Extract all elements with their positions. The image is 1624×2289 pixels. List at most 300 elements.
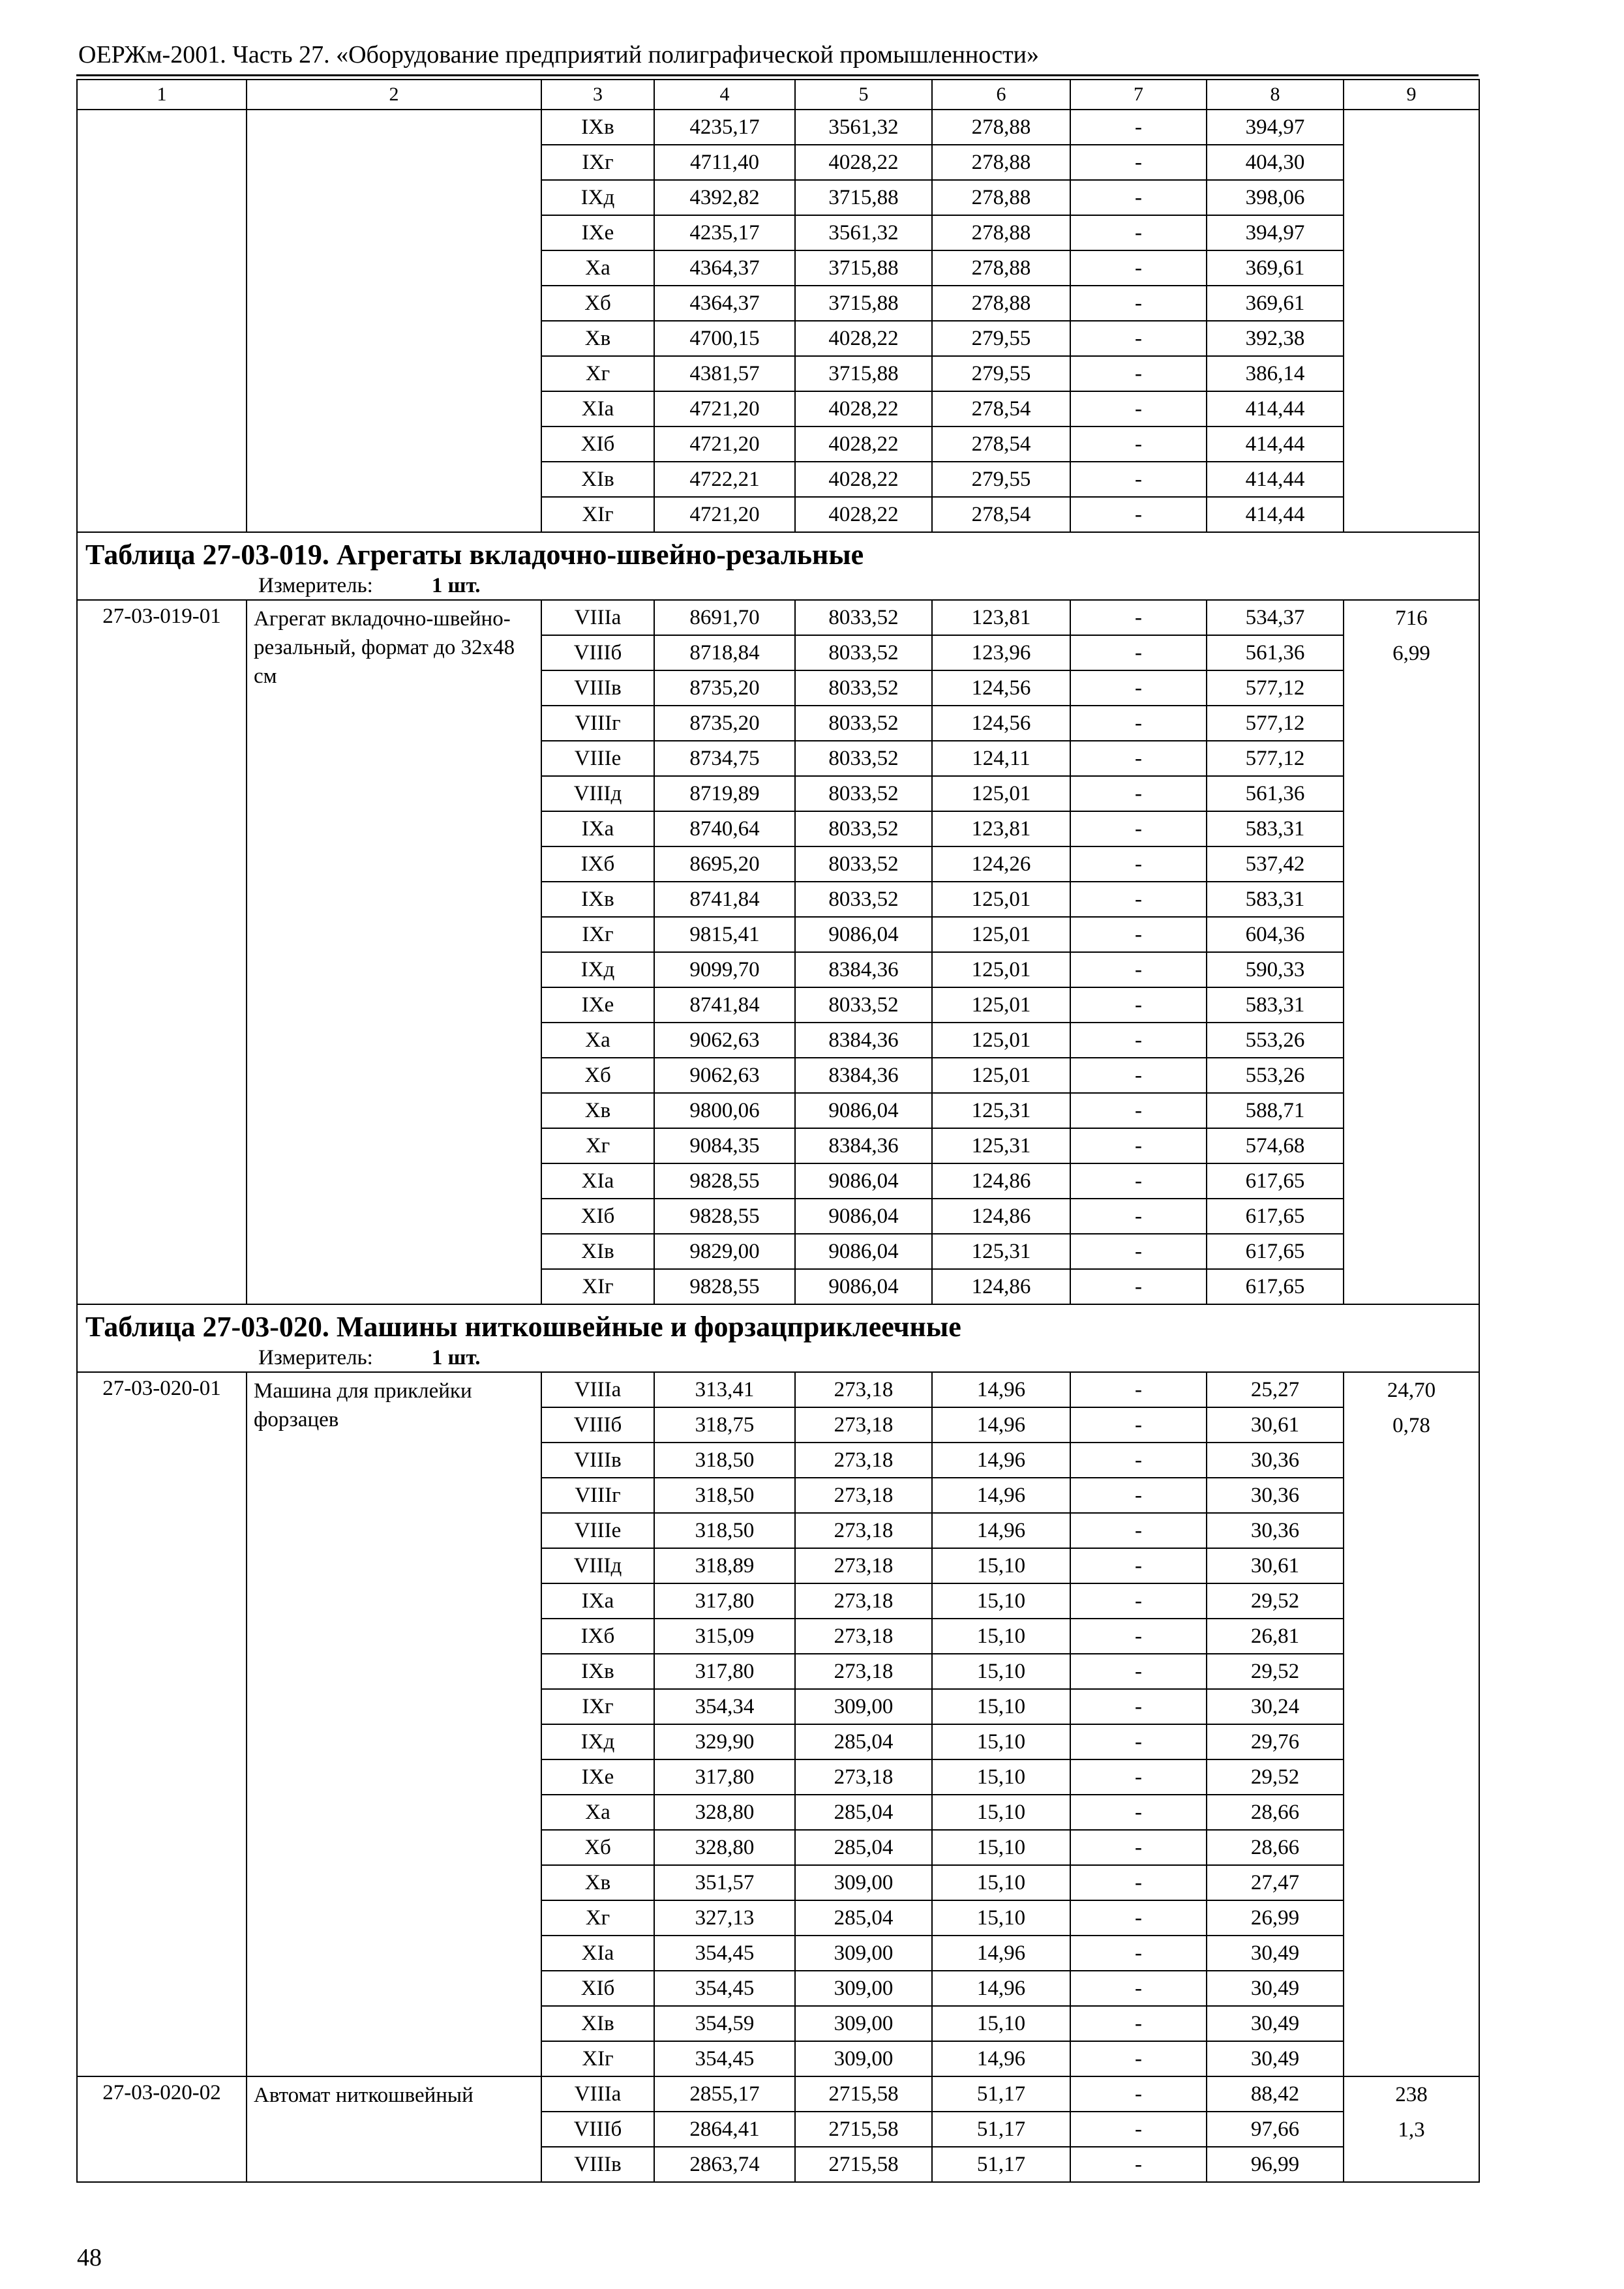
column-number: 4 — [654, 80, 795, 110]
value-cell: IXв — [541, 882, 654, 917]
value-cell: VIIIд — [541, 776, 654, 811]
col9-value: 24,70 — [1387, 1379, 1436, 1402]
value-cell: 617,65 — [1207, 1234, 1344, 1269]
value-cell: 51,17 — [932, 2147, 1070, 2182]
value-cell: 123,81 — [932, 600, 1070, 635]
value-cell: VIIIб — [541, 2112, 654, 2147]
col9-value: 0,78 — [1392, 1414, 1430, 1437]
value-cell: 588,71 — [1207, 1093, 1344, 1128]
code-cell — [77, 110, 247, 532]
value-cell: 8033,52 — [795, 846, 932, 882]
value-cell: Xг — [541, 1900, 654, 1936]
value-cell: 398,06 — [1207, 180, 1344, 215]
value-cell: 583,31 — [1207, 987, 1344, 1023]
value-cell: XIв — [541, 2006, 654, 2041]
section-title: Таблица 27-03-019. Агрегаты вкладочно-швейно-резальные — [85, 539, 864, 571]
value-cell: - — [1070, 1936, 1207, 1971]
value-cell: - — [1070, 1128, 1207, 1163]
value-cell: IXв — [541, 1654, 654, 1689]
value-cell: 15,10 — [932, 1724, 1070, 1759]
value-cell: 15,10 — [932, 1795, 1070, 1830]
value-cell: - — [1070, 1900, 1207, 1936]
value-cell: 4721,20 — [654, 426, 795, 462]
unit-value: 1 шт. — [431, 1346, 481, 1369]
value-cell: 15,10 — [932, 2006, 1070, 2041]
value-cell: 577,12 — [1207, 706, 1344, 741]
page-number: 48 — [77, 2244, 102, 2271]
value-cell: 124,86 — [932, 1163, 1070, 1199]
value-cell: - — [1070, 356, 1207, 391]
value-cell: 273,18 — [795, 1759, 932, 1795]
table-row — [77, 600, 1479, 635]
column-number: 3 — [541, 80, 654, 110]
value-cell: 285,04 — [795, 1830, 932, 1865]
value-cell: 285,04 — [795, 1900, 932, 1936]
unit-value: 1 шт. — [431, 574, 481, 597]
rates-table — [76, 79, 1480, 2183]
value-cell: - — [1070, 846, 1207, 882]
item-code: 27-03-020-02 — [77, 2076, 247, 2182]
value-cell: XIа — [541, 1936, 654, 1971]
value-cell: 3561,32 — [795, 110, 932, 145]
value-cell: 14,96 — [932, 1971, 1070, 2006]
value-cell: 30,36 — [1207, 1478, 1344, 1513]
value-cell: VIIIб — [541, 1407, 654, 1443]
value-cell: 414,44 — [1207, 462, 1344, 497]
value-cell: 4721,20 — [654, 391, 795, 426]
value-cell: - — [1070, 462, 1207, 497]
column-number: 8 — [1207, 80, 1344, 110]
value-cell: 414,44 — [1207, 426, 1344, 462]
value-cell: 583,31 — [1207, 882, 1344, 917]
value-cell: 29,52 — [1207, 1583, 1344, 1619]
item-code: 27-03-019-01 — [77, 600, 247, 1304]
value-cell: 15,10 — [932, 1759, 1070, 1795]
value-cell: 123,81 — [932, 811, 1070, 846]
value-cell: 317,80 — [654, 1654, 795, 1689]
value-cell: 328,80 — [654, 1795, 795, 1830]
value-cell: 8033,52 — [795, 635, 932, 670]
value-cell: - — [1070, 1234, 1207, 1269]
value-cell: 273,18 — [795, 1513, 932, 1548]
value-cell: 8735,20 — [654, 670, 795, 706]
value-cell: 328,80 — [654, 1830, 795, 1865]
value-cell: 8718,84 — [654, 635, 795, 670]
section-header — [77, 532, 1479, 600]
value-cell: - — [1070, 882, 1207, 917]
value-cell: 4028,22 — [795, 497, 932, 532]
value-cell: 4711,40 — [654, 145, 795, 180]
value-cell: 8734,75 — [654, 741, 795, 776]
value-cell: 279,55 — [932, 321, 1070, 356]
value-cell: 354,34 — [654, 1689, 795, 1724]
value-cell: 8741,84 — [654, 987, 795, 1023]
value-cell: 8033,52 — [795, 670, 932, 706]
value-cell: - — [1070, 497, 1207, 532]
value-cell: VIIIе — [541, 1513, 654, 1548]
section-unit — [85, 573, 1471, 598]
table-body — [77, 80, 1479, 2182]
value-cell: 8033,52 — [795, 741, 932, 776]
value-cell: 30,49 — [1207, 1936, 1344, 1971]
value-cell: 14,96 — [932, 1372, 1070, 1407]
col9-cell — [1344, 110, 1479, 532]
value-cell: 273,18 — [795, 1443, 932, 1478]
value-cell: 617,65 — [1207, 1199, 1344, 1234]
column-number: 6 — [932, 80, 1070, 110]
value-cell: 278,88 — [932, 145, 1070, 180]
value-cell: - — [1070, 1724, 1207, 1759]
col9-cell — [1344, 600, 1479, 1304]
value-cell: 351,57 — [654, 1865, 795, 1900]
value-cell: 309,00 — [795, 2006, 932, 2041]
value-cell: IXг — [541, 145, 654, 180]
value-cell: 309,00 — [795, 1971, 932, 2006]
value-cell: 4028,22 — [795, 426, 932, 462]
value-cell: 125,31 — [932, 1093, 1070, 1128]
value-cell: 8384,36 — [795, 952, 932, 987]
value-cell: 9099,70 — [654, 952, 795, 987]
value-cell: 279,55 — [932, 462, 1070, 497]
col9-value: 716 — [1395, 606, 1428, 630]
value-cell: 25,27 — [1207, 1372, 1344, 1407]
value-cell: VIIIв — [541, 1443, 654, 1478]
value-cell: IXг — [541, 1689, 654, 1724]
value-cell: 3715,88 — [795, 250, 932, 286]
value-cell: 278,54 — [932, 426, 1070, 462]
value-cell: 8691,70 — [654, 600, 795, 635]
value-cell: - — [1070, 1443, 1207, 1478]
value-cell: 577,12 — [1207, 670, 1344, 706]
value-cell: Xв — [541, 1093, 654, 1128]
value-cell: 4028,22 — [795, 321, 932, 356]
value-cell: VIIIв — [541, 670, 654, 706]
table-row — [77, 2076, 1479, 2112]
value-cell: - — [1070, 1795, 1207, 1830]
value-cell: XIв — [541, 1234, 654, 1269]
value-cell: Xа — [541, 1795, 654, 1830]
value-cell: - — [1070, 1759, 1207, 1795]
value-cell: 590,33 — [1207, 952, 1344, 987]
value-cell: 8033,52 — [795, 987, 932, 1023]
value-cell: 9815,41 — [654, 917, 795, 952]
value-cell: 278,88 — [932, 110, 1070, 145]
value-cell: 9084,35 — [654, 1128, 795, 1163]
section-header-row — [77, 532, 1479, 600]
value-cell: 29,52 — [1207, 1759, 1344, 1795]
value-cell: Xа — [541, 250, 654, 286]
value-cell: 2864,41 — [654, 2112, 795, 2147]
value-cell: 4028,22 — [795, 462, 932, 497]
value-cell: 124,86 — [932, 1269, 1070, 1304]
value-cell: 125,01 — [932, 952, 1070, 987]
value-cell: 125,01 — [932, 917, 1070, 952]
value-cell: 309,00 — [795, 1936, 932, 1971]
value-cell: 8033,52 — [795, 811, 932, 846]
column-number: 1 — [77, 80, 247, 110]
value-cell: 14,96 — [932, 1443, 1070, 1478]
value-cell: XIб — [541, 1971, 654, 2006]
page-header: ОЕРЖм-2001. Часть 27. «Оборудование предприятий полиграфической промышленности» — [78, 41, 1040, 68]
value-cell: 8740,64 — [654, 811, 795, 846]
value-cell: 3715,88 — [795, 286, 932, 321]
value-cell: VIIIв — [541, 2147, 654, 2182]
value-cell: 4028,22 — [795, 391, 932, 426]
value-cell: - — [1070, 1654, 1207, 1689]
value-cell: VIIIа — [541, 600, 654, 635]
value-cell: 14,96 — [932, 2041, 1070, 2076]
value-cell: 583,31 — [1207, 811, 1344, 846]
value-cell: 9062,63 — [654, 1058, 795, 1093]
value-cell: - — [1070, 391, 1207, 426]
value-cell: 561,36 — [1207, 776, 1344, 811]
value-cell: 4028,22 — [795, 145, 932, 180]
value-cell: 561,36 — [1207, 635, 1344, 670]
value-cell: 28,66 — [1207, 1795, 1344, 1830]
value-cell: 8384,36 — [795, 1128, 932, 1163]
value-cell: 2863,74 — [654, 2147, 795, 2182]
value-cell: 278,54 — [932, 391, 1070, 426]
value-cell: 392,38 — [1207, 321, 1344, 356]
value-cell: 30,61 — [1207, 1548, 1344, 1583]
value-cell: - — [1070, 215, 1207, 250]
value-cell: - — [1070, 1023, 1207, 1058]
section-header-row — [77, 1304, 1479, 1372]
value-cell: 51,17 — [932, 2076, 1070, 2112]
value-cell: 394,97 — [1207, 215, 1344, 250]
value-cell: 125,01 — [932, 1023, 1070, 1058]
col9-value: 1,3 — [1398, 2118, 1425, 2142]
item-name: Автомат ниткошвейный — [247, 2076, 541, 2182]
value-cell: - — [1070, 706, 1207, 741]
value-cell: 577,12 — [1207, 741, 1344, 776]
value-cell: 369,61 — [1207, 250, 1344, 286]
value-cell: - — [1070, 811, 1207, 846]
value-cell: 354,59 — [654, 2006, 795, 2041]
value-cell: 329,90 — [654, 1724, 795, 1759]
column-number: 7 — [1070, 80, 1207, 110]
value-cell: 394,97 — [1207, 110, 1344, 145]
value-cell: 124,56 — [932, 670, 1070, 706]
value-cell: - — [1070, 321, 1207, 356]
value-cell: 3561,32 — [795, 215, 932, 250]
value-cell: 27,47 — [1207, 1865, 1344, 1900]
value-cell: 4721,20 — [654, 497, 795, 532]
value-cell: 315,09 — [654, 1619, 795, 1654]
value-cell: IXе — [541, 987, 654, 1023]
value-cell: 604,36 — [1207, 917, 1344, 952]
value-cell: - — [1070, 1583, 1207, 1619]
value-cell: 14,96 — [932, 1407, 1070, 1443]
value-cell: 124,11 — [932, 741, 1070, 776]
value-cell: 30,61 — [1207, 1407, 1344, 1443]
value-cell: IXд — [541, 180, 654, 215]
value-cell: 8735,20 — [654, 706, 795, 741]
value-cell: 386,14 — [1207, 356, 1344, 391]
value-cell: - — [1070, 2147, 1207, 2182]
value-cell: - — [1070, 670, 1207, 706]
value-cell: XIв — [541, 462, 654, 497]
value-cell: 30,36 — [1207, 1513, 1344, 1548]
value-cell: 9829,00 — [654, 1234, 795, 1269]
value-cell: 9086,04 — [795, 1199, 932, 1234]
value-cell: IXг — [541, 917, 654, 952]
value-cell: XIб — [541, 1199, 654, 1234]
value-cell: - — [1070, 1971, 1207, 2006]
value-cell: IXб — [541, 846, 654, 882]
value-cell: 553,26 — [1207, 1023, 1344, 1058]
value-cell: 4364,37 — [654, 286, 795, 321]
value-cell: VIIIа — [541, 2076, 654, 2112]
section-unit — [85, 1345, 1471, 1370]
value-cell: - — [1070, 1093, 1207, 1128]
item-name: Агрегат вкладочно-швейно-резальный, формат до 32х48 см — [247, 600, 541, 1304]
value-cell: - — [1070, 741, 1207, 776]
value-cell: 617,65 — [1207, 1163, 1344, 1199]
value-cell: 8033,52 — [795, 882, 932, 917]
value-cell: - — [1070, 1830, 1207, 1865]
value-cell: - — [1070, 1548, 1207, 1583]
value-cell: Xг — [541, 1128, 654, 1163]
value-cell: 125,01 — [932, 1058, 1070, 1093]
value-cell: - — [1070, 1619, 1207, 1654]
value-cell: 15,10 — [932, 1830, 1070, 1865]
value-cell: - — [1070, 1372, 1207, 1407]
section-title: Таблица 27-03-020. Машины ниткошвейные и форзацприклеечные — [85, 1311, 961, 1343]
value-cell: Xб — [541, 1830, 654, 1865]
value-cell: 30,49 — [1207, 2006, 1344, 2041]
value-cell: 404,30 — [1207, 145, 1344, 180]
value-cell: 273,18 — [795, 1619, 932, 1654]
value-cell: VIIIа — [541, 1372, 654, 1407]
value-cell: 4700,15 — [654, 321, 795, 356]
value-cell: 278,54 — [932, 497, 1070, 532]
value-cell: 15,10 — [932, 1583, 1070, 1619]
value-cell: 354,45 — [654, 2041, 795, 2076]
value-cell: 8033,52 — [795, 600, 932, 635]
value-cell: 8033,52 — [795, 706, 932, 741]
value-cell: 273,18 — [795, 1583, 932, 1619]
value-cell: 3715,88 — [795, 356, 932, 391]
value-cell: 8719,89 — [654, 776, 795, 811]
value-cell: 9086,04 — [795, 1234, 932, 1269]
value-cell: Xб — [541, 286, 654, 321]
value-cell: 15,10 — [932, 1619, 1070, 1654]
value-cell: 15,10 — [932, 1900, 1070, 1936]
value-cell: 124,26 — [932, 846, 1070, 882]
value-cell: 278,88 — [932, 250, 1070, 286]
value-cell: 309,00 — [795, 1689, 932, 1724]
value-cell: IXд — [541, 952, 654, 987]
value-cell: - — [1070, 250, 1207, 286]
value-cell: IXе — [541, 1759, 654, 1795]
value-cell: 8033,52 — [795, 776, 932, 811]
name-cell — [247, 110, 541, 532]
col9-cell — [1344, 1372, 1479, 2076]
value-cell: 318,50 — [654, 1443, 795, 1478]
header-rule — [76, 74, 1479, 76]
value-cell: - — [1070, 1513, 1207, 1548]
value-cell: - — [1070, 1199, 1207, 1234]
value-cell: 309,00 — [795, 1865, 932, 1900]
value-cell: 15,10 — [932, 1548, 1070, 1583]
value-cell: 9828,55 — [654, 1269, 795, 1304]
value-cell: 278,88 — [932, 286, 1070, 321]
value-cell: 2855,17 — [654, 2076, 795, 2112]
value-cell: 30,49 — [1207, 1971, 1344, 2006]
value-cell: 414,44 — [1207, 497, 1344, 532]
value-cell: - — [1070, 987, 1207, 1023]
value-cell: 2715,58 — [795, 2112, 932, 2147]
value-cell: - — [1070, 1407, 1207, 1443]
value-cell: 313,41 — [654, 1372, 795, 1407]
value-cell: XIг — [541, 2041, 654, 2076]
section-header — [77, 1304, 1479, 1372]
value-cell: 273,18 — [795, 1548, 932, 1583]
value-cell: 278,88 — [932, 180, 1070, 215]
value-cell: 28,66 — [1207, 1830, 1344, 1865]
value-cell: 354,45 — [654, 1971, 795, 2006]
value-cell: 14,96 — [932, 1478, 1070, 1513]
value-cell: 617,65 — [1207, 1269, 1344, 1304]
value-cell: XIг — [541, 1269, 654, 1304]
value-cell: 125,01 — [932, 776, 1070, 811]
value-cell: 29,76 — [1207, 1724, 1344, 1759]
item-code: 27-03-020-01 — [77, 1372, 247, 2076]
value-cell: 125,31 — [932, 1234, 1070, 1269]
value-cell: - — [1070, 635, 1207, 670]
value-cell: 8695,20 — [654, 846, 795, 882]
value-cell: 125,31 — [932, 1128, 1070, 1163]
value-cell: 15,10 — [932, 1689, 1070, 1724]
value-cell: 9828,55 — [654, 1199, 795, 1234]
value-cell: IXв — [541, 110, 654, 145]
value-cell: 2715,58 — [795, 2147, 932, 2182]
value-cell: 123,96 — [932, 635, 1070, 670]
value-cell: 96,99 — [1207, 2147, 1344, 2182]
value-cell: 2715,58 — [795, 2076, 932, 2112]
col9-value: 6,99 — [1392, 642, 1430, 665]
value-cell: - — [1070, 180, 1207, 215]
value-cell: 273,18 — [795, 1372, 932, 1407]
value-cell: 285,04 — [795, 1724, 932, 1759]
value-cell: Xб — [541, 1058, 654, 1093]
value-cell: 124,86 — [932, 1199, 1070, 1234]
value-cell: XIб — [541, 426, 654, 462]
value-cell: - — [1070, 286, 1207, 321]
value-cell: 273,18 — [795, 1478, 932, 1513]
value-cell: 30,24 — [1207, 1689, 1344, 1724]
value-cell: - — [1070, 426, 1207, 462]
value-cell: 414,44 — [1207, 391, 1344, 426]
value-cell: IXб — [541, 1619, 654, 1654]
value-cell: 317,80 — [654, 1759, 795, 1795]
column-number: 2 — [247, 80, 541, 110]
value-cell: - — [1070, 2112, 1207, 2147]
value-cell: 124,56 — [932, 706, 1070, 741]
value-cell: - — [1070, 110, 1207, 145]
value-cell: 327,13 — [654, 1900, 795, 1936]
value-cell: VIIIг — [541, 706, 654, 741]
value-cell: 8384,36 — [795, 1058, 932, 1093]
value-cell: 14,96 — [932, 1513, 1070, 1548]
value-cell: 273,18 — [795, 1407, 932, 1443]
value-cell: 278,88 — [932, 215, 1070, 250]
value-cell: 9828,55 — [654, 1163, 795, 1199]
value-cell: 279,55 — [932, 356, 1070, 391]
value-cell: IXе — [541, 215, 654, 250]
unit-label: Измеритель: — [258, 574, 373, 597]
